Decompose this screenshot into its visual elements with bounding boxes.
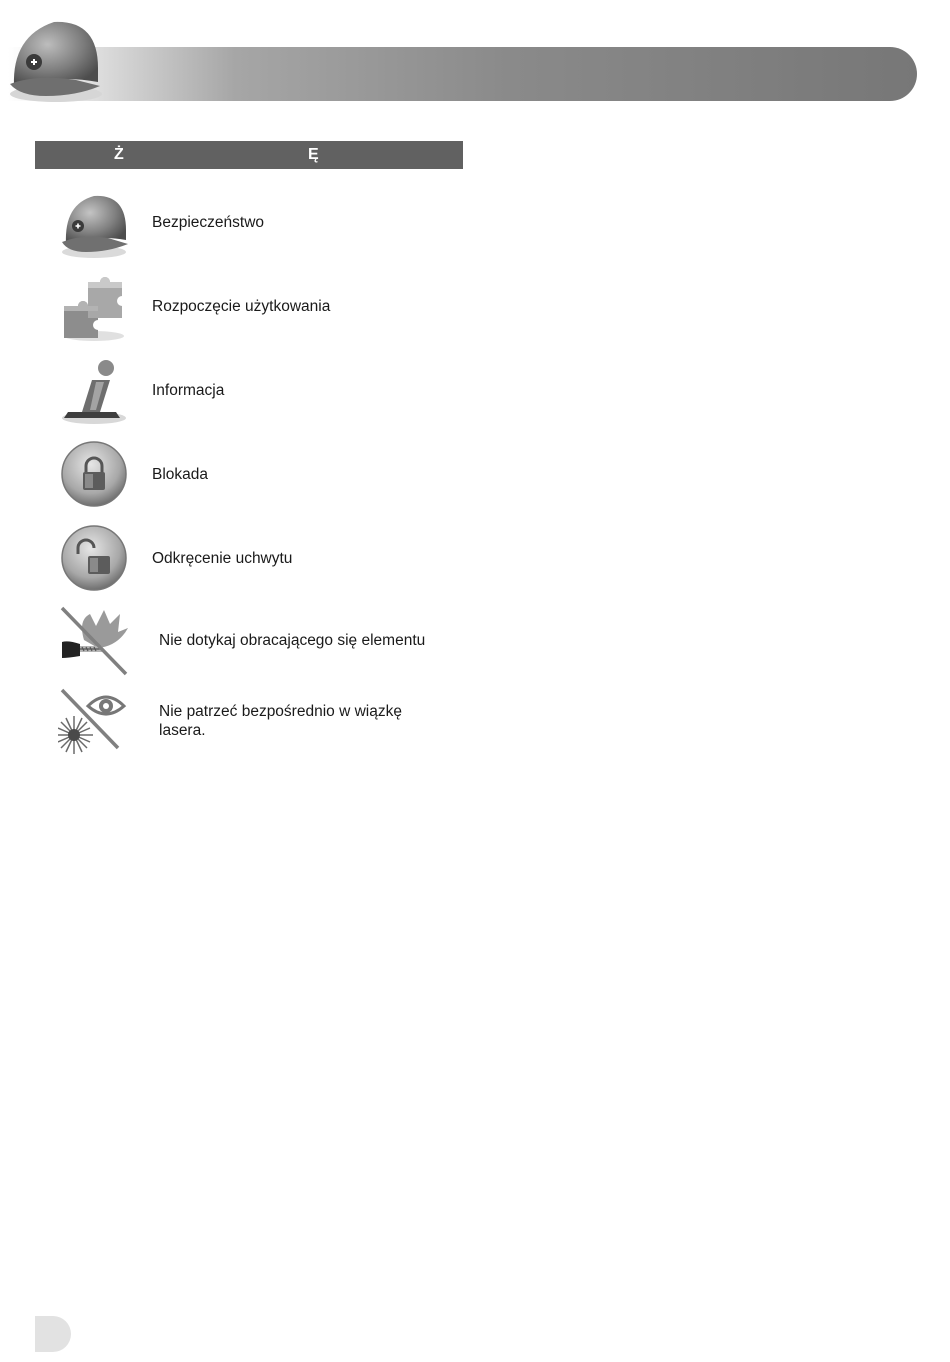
- legend-label-safety: Bezpieczeństwo: [152, 214, 265, 231]
- legend-label-no-laser-line2: lasera.: [159, 722, 206, 739]
- legend-label-no-laser-line1: Nie patrzeć bezpośrednio w wiązkę: [159, 703, 402, 720]
- legend-label-no-touch: Nie dotykaj obracającego się elementu: [159, 632, 426, 649]
- language-title: Polski: [841, 10, 922, 42]
- no-touch-rotating-icon: [58, 606, 130, 678]
- puzzle-pieces-icon: [58, 272, 130, 344]
- information-icon: [58, 356, 130, 428]
- padlock-locked-icon: [58, 440, 130, 512]
- section-heading-left: Ż: [114, 146, 124, 163]
- safety-helmet-icon: [58, 190, 130, 262]
- section-heading-right: Ę: [308, 146, 319, 163]
- no-laser-eye-icon: [58, 688, 130, 760]
- legend-label-unlock: Odkręcenie uchwytu: [152, 550, 293, 567]
- legend-label-lock: Blokada: [152, 466, 209, 483]
- padlock-unlocked-icon: [58, 524, 130, 596]
- header-bar: [8, 47, 917, 101]
- section-heading-bar: [35, 141, 463, 169]
- legend-label-getting-started: Rozpoczęcie użytkowania: [152, 298, 331, 315]
- page-number-tab: [35, 1316, 71, 1352]
- legend-label-information: Informacja: [152, 382, 225, 399]
- header-helmet-icon: [6, 16, 106, 109]
